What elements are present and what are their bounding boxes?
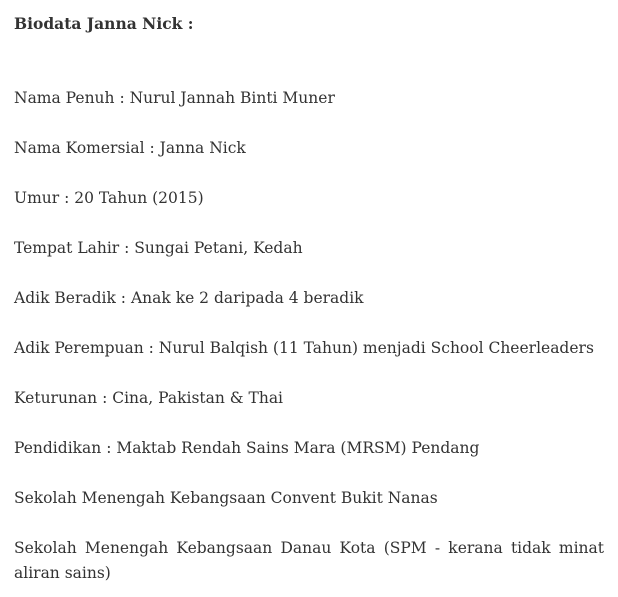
biodata-line-full-name: Nama Penuh : Nurul Jannah Binti Muner bbox=[14, 89, 335, 107]
biodata-line-younger-sister: Adik Perempuan : Nurul Balqish (11 Tahun) menjadi School Cheerleaders bbox=[14, 339, 594, 357]
biodata-title: Biodata Janna Nick : bbox=[14, 14, 194, 33]
biodata-line-birthplace: Tempat Lahir : Sungai Petani, Kedah bbox=[14, 239, 303, 257]
biodata-line-stage-name: Nama Komersial : Janna Nick bbox=[14, 139, 246, 157]
biodata-line-siblings: Adik Beradik : Anak ke 2 daripada 4 beradik bbox=[14, 289, 364, 307]
biodata-line-school-danau-kota: Sekolah Menengah Kebangsaan Danau Kota (SPM - kerana tidak minat aliran sains) bbox=[14, 539, 604, 582]
biodata-line-school-convent: Sekolah Menengah Kebangsaan Convent Bukit Nanas bbox=[14, 489, 438, 507]
biodata-line-ancestry: Keturunan : Cina, Pakistan & Thai bbox=[14, 389, 284, 407]
biodata-line-education: Pendidikan : Maktab Rendah Sains Mara (MRSM) Pendang bbox=[14, 439, 480, 457]
biodata-line-age: Umur : 20 Tahun (2015) bbox=[14, 189, 204, 207]
